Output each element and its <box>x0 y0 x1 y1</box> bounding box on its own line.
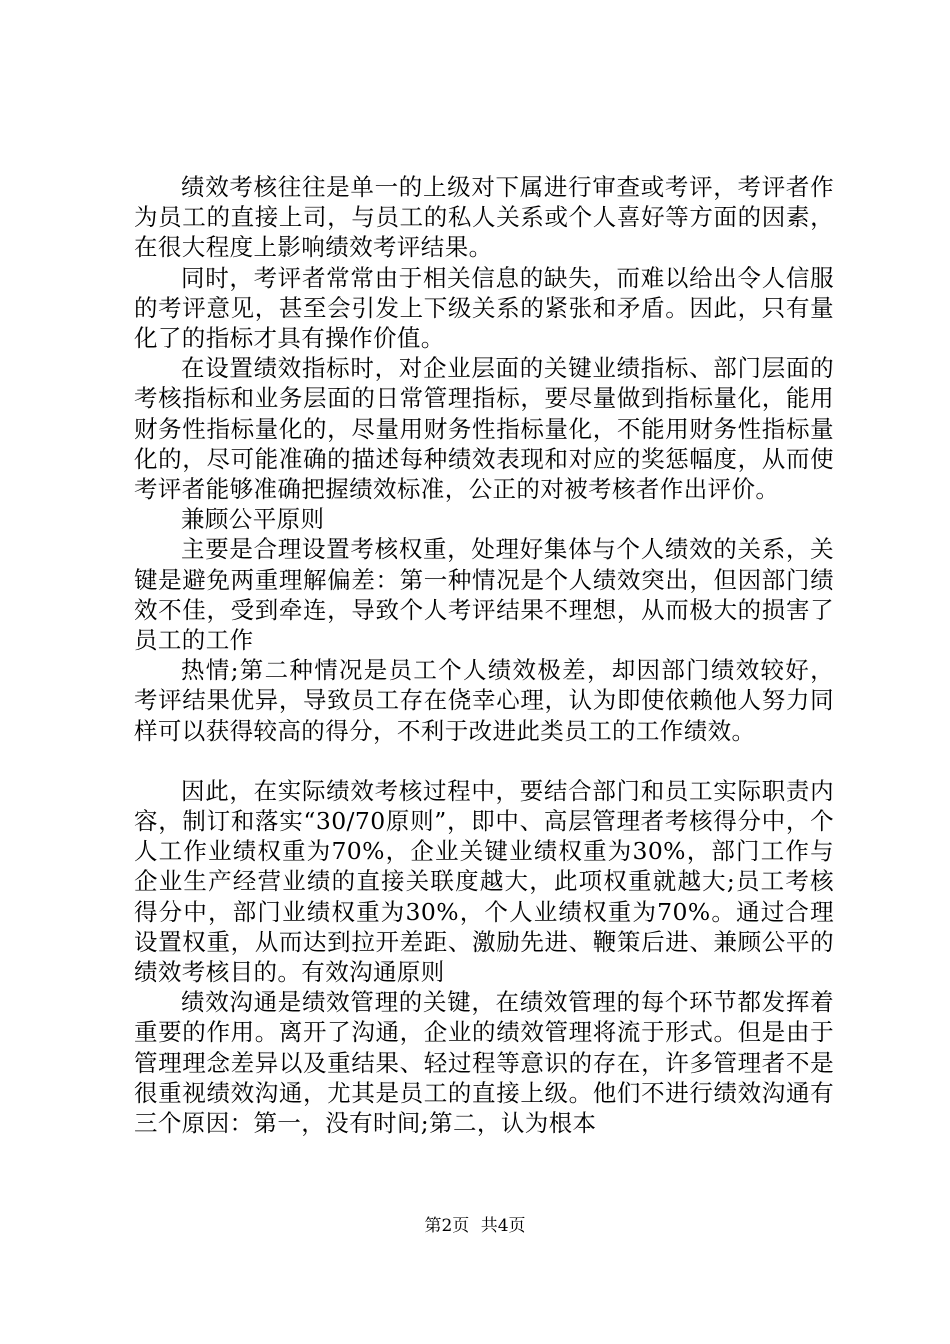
paragraph-3: 在设置绩效指标时，对企业层面的关键业绩指标、部门层面的考核指标和业务层面的日常管理指标，要尽量做到指标量化，能用财务性指标量化的，尽量用财务性指标量化，不能用财务性指标量化的，尽可能准确的描述每种绩效表现和对应的奖惩幅度，从而使考评者能够准确把握绩效标准，公正的对被考核者作出评价。 <box>134 354 834 504</box>
paragraph-5: 主要是合理设置考核权重，处理好集体与个人绩效的关系，关键是避免两重理解偏差：第一种情况是个人绩效突出，但因部门绩效不佳，受到牵连，导致个人考评结果不理想，从而极大的损害了员工的工作 <box>134 535 834 655</box>
section-heading-fairness: 兼顾公平原则 <box>181 505 325 534</box>
paragraph-2: 同时，考评者常常由于相关信息的缺失，而难以给出令人信服的考评意见，甚至会引发上下级关系的紧张和矛盾。因此，只有量化了的指标才具有操作价值。 <box>134 263 834 353</box>
paragraph-1: 绩效考核往往是单一的上级对下属进行审查或考评，考评者作为员工的直接上司，与员工的私人关系或个人喜好等方面的因素，在很大程度上影响绩效考评结果。 <box>134 173 834 262</box>
paragraph-6: 热情;第二种情况是员工个人绩效极差，却因部门绩效较好，考评结果优异，导致员工存在侥幸心理，认为即使依赖他人努力同样可以获得较高的得分，不利于改进此类员工的工作绩效。 <box>134 656 834 745</box>
page-footer <box>0 1215 950 1237</box>
paragraph-7: 因此，在实际绩效考核过程中，要结合部门和员工实际职责内容，制订和落实“30/70原则”，即中、高层管理者考核得分中，个人工作业绩权重为70%，企业关键业绩权重为30%，部门工作与企业生产经营业绩的直接关联度越大，此项权重就越大;员工考核得分中，部门业绩权重为30%，个人业绩权重为70%。通过合理设置权重，从而达到拉开差距、激励先进、鞭策后进、兼顾公平的绩效考核目的。有效沟通原则 <box>134 776 834 987</box>
page-number-total: 共4页 <box>480 1216 526 1236</box>
body-text <box>134 172 834 1138</box>
paragraph-8: 绩效沟通是绩效管理的关键，在绩效管理的每个环节都发挥着重要的作用。离开了沟通，企业的绩效管理将流于形式。但是由于管理理念差异以及重结果、轻过程等意识的存在，许多管理者不是很重视绩效沟通，尤其是员工的直接上级。他们不进行绩效沟通有三个原因：第一，没有时间;第二，认为根本 <box>134 988 834 1138</box>
page-number-current: 第2页 <box>424 1216 470 1236</box>
